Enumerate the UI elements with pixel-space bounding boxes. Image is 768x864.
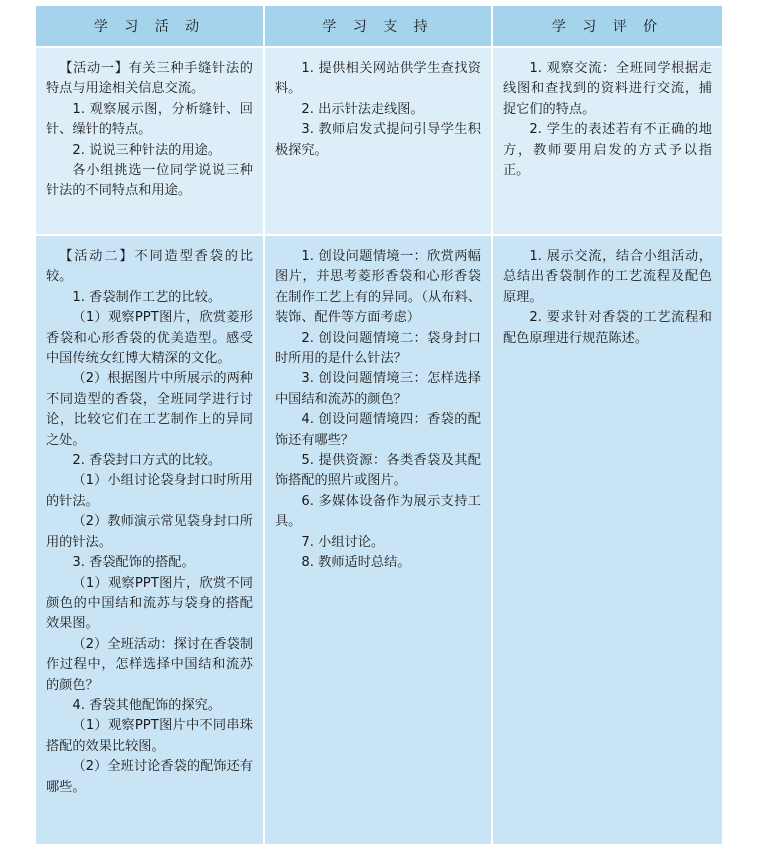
support-paragraph: 7. 小组讨论。 [301, 534, 385, 550]
evaluation-cell [493, 48, 722, 234]
activity-paragraph: （1）观察PPT图片中不同串珠搭配的效果比较图。 [46, 718, 253, 754]
evaluation-cell [493, 236, 722, 844]
activity-paragraph: 3. 香袋配饰的搭配。 [72, 555, 195, 571]
activity-paragraph: （2）根据图片中所展示的两种不同造型的香袋，全班同学进行讨论，比较它们在工艺制作上的异同之处。 [46, 371, 253, 448]
support-paragraph: 3. 教师启发式提问引导学生积极探究。 [275, 122, 481, 158]
header-activity: 学 习 活 动 [36, 6, 265, 46]
table-row-activity-1 [36, 48, 722, 236]
activity-paragraph: （1）小组讨论袋身封口时所用的针法。 [46, 473, 253, 509]
activity-paragraph: （2）全班活动：探讨在香袋制作过程中，怎样选择中国结和流苏的颜色？ [46, 636, 253, 693]
support-paragraph: 2. 出示针法走线图。 [301, 101, 424, 117]
table-header-row [36, 6, 722, 48]
header-support: 学 习 支 持 [265, 6, 493, 46]
evaluation-paragraph: 1. 展示交流，结合小组活动，总结出香袋制作的工艺流程及配色原理。 [503, 249, 712, 305]
activity-paragraph: （2）教师演示常见袋身封口所用的针法。 [46, 514, 253, 550]
evaluation-paragraph: 1. 观察交流：全班同学根据走线图和查找到的资料进行交流，捕捉它们的特点。 [503, 61, 712, 117]
activity-paragraph: （1）观察PPT图片，欣赏菱形香袋和心形香袋的优美造型。感受中国传统女红博大精深的文化。 [46, 310, 253, 367]
table-row-activity-2 [36, 236, 722, 844]
activity-paragraph: 1. 香袋制作工艺的比较。 [72, 289, 222, 305]
lesson-table [36, 6, 722, 844]
support-paragraph: 2. 创设问题情境二：袋身封口时所用的是什么针法？ [275, 330, 481, 367]
activity-paragraph: 2. 香袋封口方式的比较。 [72, 453, 222, 469]
evaluation-paragraph: 2. 学生的表述若有不正确的地方，教师要用启发的方式予以指正。 [503, 122, 712, 179]
support-cell [265, 236, 493, 844]
support-paragraph: 1. 提供相关网站供学生查找资料。 [275, 61, 481, 97]
activity-title: 【活动一】有关三种手缝针法的特点与用途相关信息交流。 [46, 61, 253, 97]
support-cell [265, 48, 493, 234]
header-evaluation: 学 习 评 价 [551, 19, 664, 35]
activity-cell [36, 236, 265, 844]
support-paragraph: 5. 提供资源：各类香袋及其配饰搭配的照片或图片。 [275, 453, 481, 489]
activity-paragraph: 4. 香袋其他配饰的探究。 [72, 697, 222, 713]
evaluation-paragraph: 2. 要求针对香袋的工艺流程和配色原理进行规范陈述。 [503, 310, 712, 346]
activity-cell [36, 48, 265, 234]
activity-title: 【活动二】不同造型香袋的比较。 [46, 249, 253, 285]
support-paragraph: 4. 创设问题情境四：香袋的配饰还有哪些？ [275, 412, 481, 448]
activity-paragraph: （2）全班讨论香袋的配饰还有哪些。 [46, 759, 253, 795]
activity-paragraph: 各小组挑选一位同学说说三种针法的不同特点和用途。 [46, 163, 253, 199]
support-paragraph: 6. 多媒体设备作为展示支持工具。 [275, 493, 481, 530]
activity-paragraph: （1）观察PPT图片，欣赏不同颜色的中国结和流苏与袋身的搭配效果图。 [46, 575, 253, 632]
activity-paragraph: 1. 观察展示图，分析缝针、回针、缲针的特点。 [46, 101, 253, 138]
support-paragraph: 1. 创设问题情境一：欣赏两幅图片，并思考菱形香袋和心形香袋在制作工艺上有的异同。（从布料、装饰、配件等方面考虑） [275, 249, 481, 326]
support-paragraph: 3. 创设问题情境三：怎样选择中国结和流苏的颜色？ [275, 371, 481, 407]
support-paragraph: 8. 教师适时总结。 [301, 555, 411, 571]
activity-paragraph: 2. 说说三种针法的用途。 [72, 142, 222, 158]
